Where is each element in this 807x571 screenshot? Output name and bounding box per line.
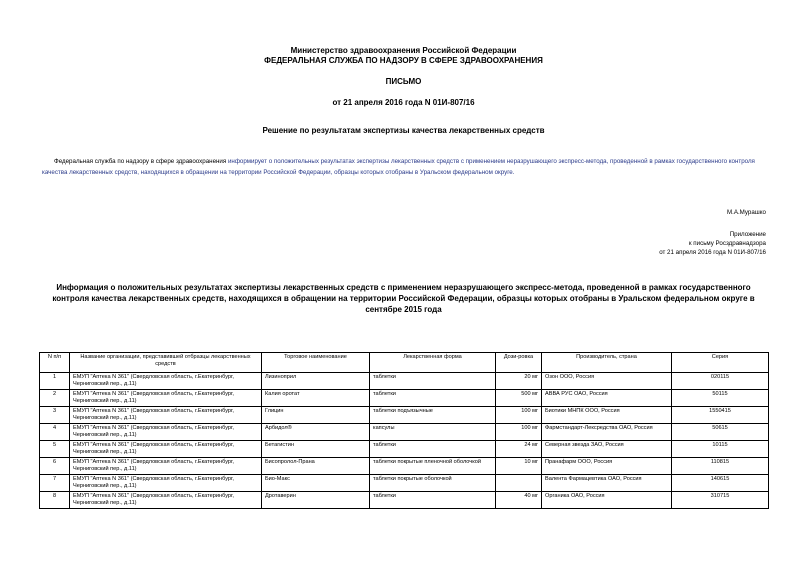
table-row: [40, 407, 769, 424]
cell-organization: ЕМУП "Аптека N 361" (Свердловская область, г.Екатеринбург, Черниговский пер., д.11): [70, 390, 262, 407]
cell-trade-name: Дротаверин: [262, 492, 370, 509]
signature: М.А.Мурашко: [726, 209, 766, 216]
cell-manufacturer: Озон ООО, Россия: [542, 373, 672, 390]
cell-manufacturer: Северная звезда ЗАО, Россия: [542, 441, 672, 458]
cell-trade-name: Бетагистин: [262, 441, 370, 458]
col-header-organization: Название организации, представившей отбразцы лекарственных средств: [70, 353, 262, 373]
cell-series: 020115: [672, 373, 769, 390]
col-header-form: Лекарственная форма: [370, 353, 496, 373]
cell-dosage: 20 мг: [496, 373, 542, 390]
table-row: [40, 390, 769, 407]
cell-dosage: [496, 475, 542, 492]
cell-number: 5: [40, 441, 70, 458]
doc-type: ПИСЬМО: [385, 77, 422, 86]
doc-date: от 21 апреля 2016 года N 01И-807/16: [332, 98, 475, 107]
cell-organization: ЕМУП "Аптека N 361" (Свердловская область, г.Екатеринбург, Черниговский пер., д.11): [70, 424, 262, 441]
cell-form: таблетки: [370, 373, 496, 390]
cell-organization: ЕМУП "Аптека N 361" (Свердловская область, г.Екатеринбург, Черниговский пер., д.11): [70, 492, 262, 509]
cell-series: 50115: [672, 390, 769, 407]
cell-series: 50615: [672, 424, 769, 441]
info-title: Информация о положительных результатах экспертизы лекарственных средств с применением неразрушающего экспресс-метода, проведенной в рамках государственного контроля качества лекарственных средств, находящихся в обращении на территории Российской Федерации, образцы которых отобраны в Уральском федеральном округе в сентябре 2015 года: [52, 283, 755, 314]
cell-number: 8: [40, 492, 70, 509]
cell-trade-name: Лизиноприл: [262, 373, 370, 390]
cell-number: 7: [40, 475, 70, 492]
cell-dosage: 100 мг: [496, 424, 542, 441]
intro-paragraph: [42, 156, 767, 178]
ministry-name: Министерство здравоохранения Российской Федерации: [290, 46, 517, 55]
table-row: [40, 424, 769, 441]
col-header-number: N п/п: [40, 353, 70, 373]
results-table: [39, 352, 769, 509]
cell-manufacturer: Фармстандарт-Лексредства ОАО, Россия: [542, 424, 672, 441]
cell-trade-name: Глицин: [262, 407, 370, 424]
cell-dosage: 40 мг: [496, 492, 542, 509]
cell-organization: ЕМУП "Аптека N 361" (Свердловская область, г.Екатеринбург, Черниговский пер., д.11): [70, 458, 262, 475]
cell-organization: ЕМУП "Аптека N 361" (Свердловская область, г.Екатеринбург, Черниговский пер., д.11): [70, 373, 262, 390]
table-header-row: [40, 353, 769, 373]
cell-organization: ЕМУП "Аптека N 361" (Свердловская область, г.Екатеринбург, Черниговский пер., д.11): [70, 407, 262, 424]
cell-trade-name: Био-Макс: [262, 475, 370, 492]
table-row: [40, 441, 769, 458]
cell-form: таблетки: [370, 441, 496, 458]
table-row: [40, 492, 769, 509]
cell-organization: ЕМУП "Аптека N 361" (Свердловская область, г.Екатеринбург, Черниговский пер., д.11): [70, 441, 262, 458]
cell-manufacturer: Валента Фармацевтика ОАО, Россия: [542, 475, 672, 492]
cell-form: капсулы: [370, 424, 496, 441]
cell-form: таблетки покрытые оболочкой: [370, 475, 496, 492]
cell-dosage: 100 мг: [496, 407, 542, 424]
cell-number: 3: [40, 407, 70, 424]
table-row: [40, 475, 769, 492]
cell-manufacturer: АВВА РУС ОАО, Россия: [542, 390, 672, 407]
col-header-trade-name: Торговое наименование: [262, 353, 370, 373]
doc-subject: Решение по результатам экспертизы качества лекарственных средств: [262, 126, 545, 135]
cell-series: 140615: [672, 475, 769, 492]
appendix-block: [659, 230, 766, 257]
cell-organization: ЕМУП "Аптека N 361" (Свердловская область, г.Екатеринбург, Черниговский пер., д.11): [70, 475, 262, 492]
cell-series: 110815: [672, 458, 769, 475]
cell-form: таблетки покрытые пленочной оболочкой: [370, 458, 496, 475]
cell-dosage: 24 мг: [496, 441, 542, 458]
cell-manufacturer: Органика ОАО, Россия: [542, 492, 672, 509]
appendix-line-1: Приложение: [729, 231, 766, 238]
cell-dosage: 500 мг: [496, 390, 542, 407]
cell-dosage: 10 мг: [496, 458, 542, 475]
cell-manufacturer: Пранафарм ООО, Россия: [542, 458, 672, 475]
col-header-series: Серия: [672, 353, 769, 373]
table-row: [40, 458, 769, 475]
appendix-line-2: к письму Росздравнадзора: [688, 240, 766, 247]
cell-number: 6: [40, 458, 70, 475]
col-header-dosage: Дози-ровка: [496, 353, 542, 373]
cell-manufacturer: Биотики МНПК ООО, Россия: [542, 407, 672, 424]
cell-number: 4: [40, 424, 70, 441]
appendix-line-3: от 21 апреля 2016 года N 01И-807/16: [659, 249, 766, 256]
cell-trade-name: Бисопролол-Прана: [262, 458, 370, 475]
table-row: [40, 373, 769, 390]
cell-form: таблетки: [370, 492, 496, 509]
cell-form: таблетки подъязычные: [370, 407, 496, 424]
cell-trade-name: Калия оротат: [262, 390, 370, 407]
cell-trade-name: Арбидол®: [262, 424, 370, 441]
cell-number: 2: [40, 390, 70, 407]
cell-series: 1550415: [672, 407, 769, 424]
cell-form: таблетки: [370, 390, 496, 407]
col-header-manufacturer: Производитель, страна: [542, 353, 672, 373]
cell-series: 310715: [672, 492, 769, 509]
service-name: ФЕДЕРАЛЬНАЯ СЛУЖБА ПО НАДЗОРУ В СФЕРЕ ЗДРАВООХРАНЕНИЯ: [264, 56, 543, 65]
intro-link-text[interactable]: информирует о положительных результатах экспертизы лекарственных средств с применением неразрушающего экспресс-метода, проведенной в рамках государственного контроля качества лекарственных средств, находящихся в обращении на территории Российской Федерации, образцы которых отобраны в Уральском федеральном округе.: [42, 158, 755, 176]
cell-number: 1: [40, 373, 70, 390]
cell-series: 10115: [672, 441, 769, 458]
intro-plain-text: Федеральная служба по надзору в сфере здравоохранения: [54, 158, 228, 165]
